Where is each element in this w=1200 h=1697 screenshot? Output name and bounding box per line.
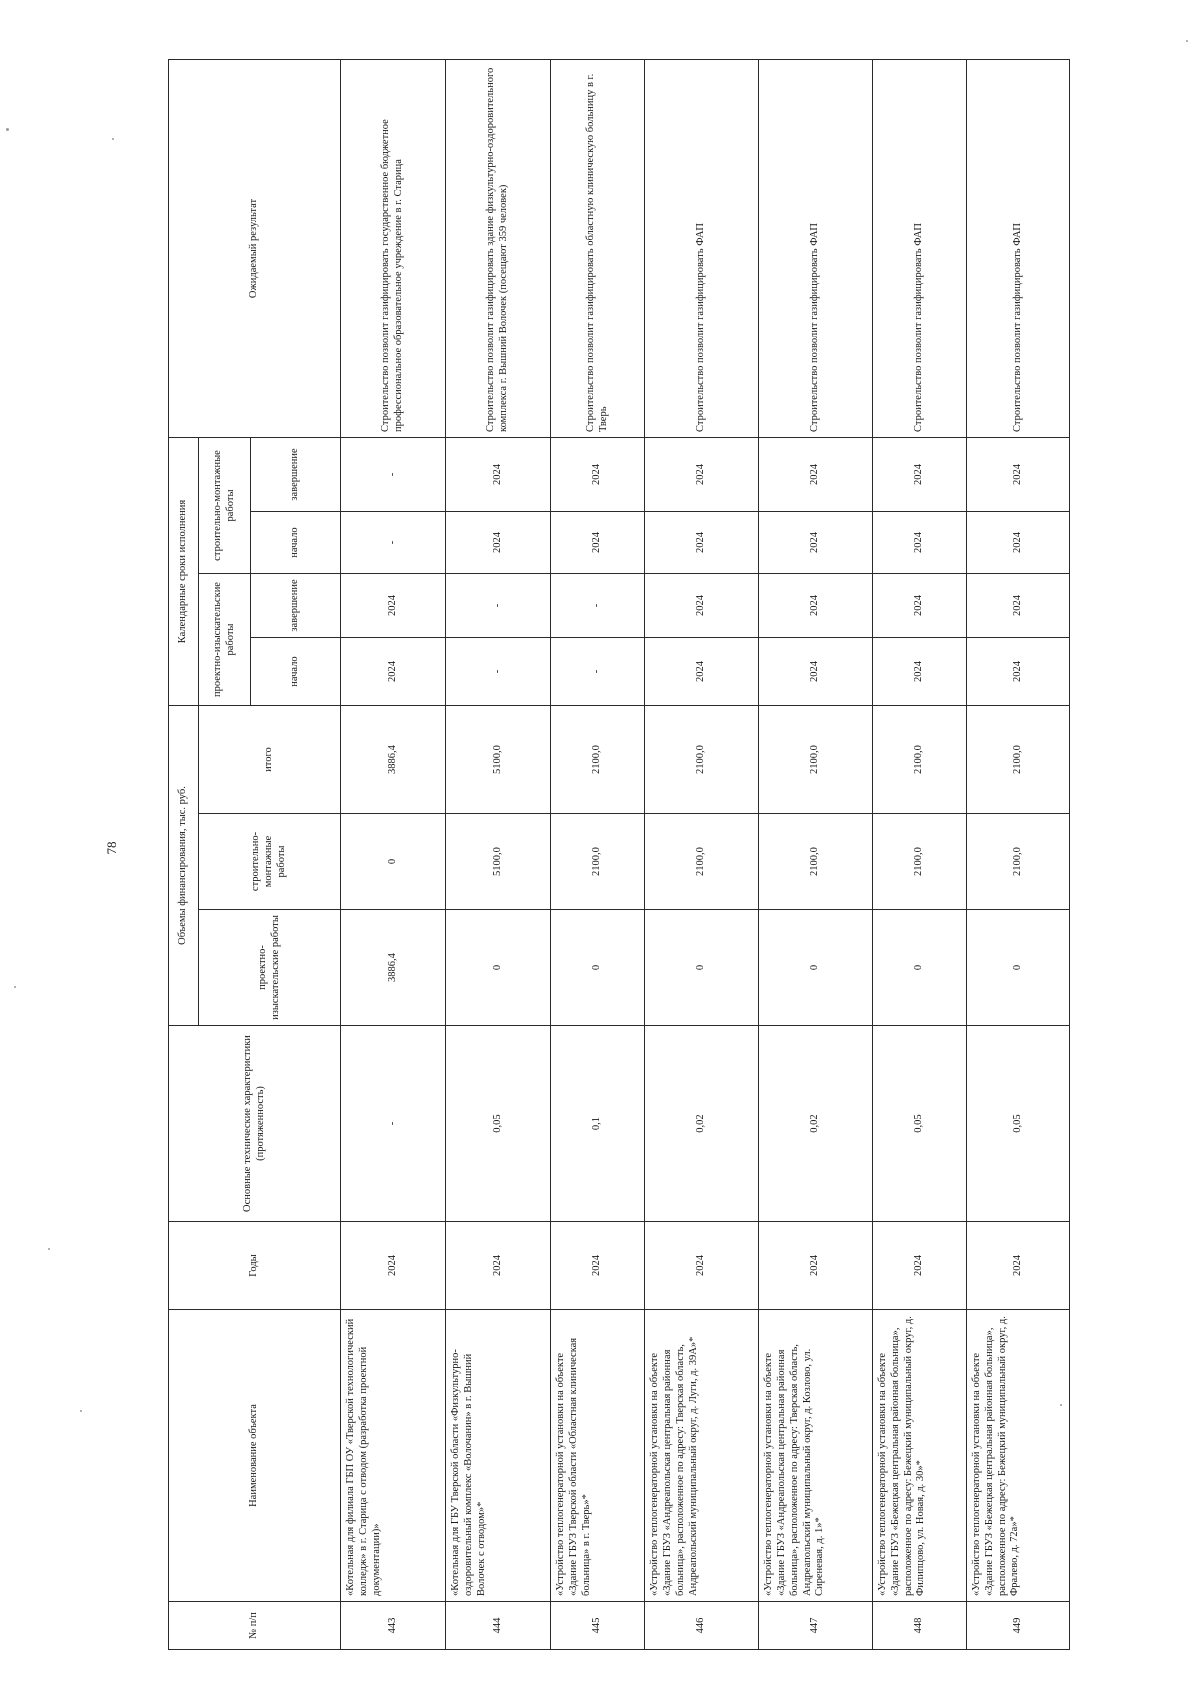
header-fin-design: проектно-изыскательские работы	[199, 910, 341, 1026]
row-fin-construction: 2100,0	[967, 814, 1070, 910]
row-constr-end: 2024	[759, 437, 873, 511]
row-design-start: 2024	[872, 638, 966, 706]
row-constr-end: 2024	[967, 437, 1070, 511]
header-fin-construction: строительно-монтажные работы	[199, 814, 341, 910]
header-constr-end: завершение	[251, 437, 341, 511]
header-calendar: Календарные сроки исполнения	[169, 437, 199, 705]
row-result: Строительство позволит газифицировать ФАП	[967, 59, 1070, 437]
objects-table	[168, 59, 1070, 1650]
row-fin-construction: 2100,0	[872, 814, 966, 910]
row-constr-start: 2024	[645, 512, 759, 574]
row-result: Строительство позволит газифицировать государственное бюджетное профессиональное образовательное учреждение в г. Старица	[341, 59, 446, 437]
row-design-end: 2024	[872, 574, 966, 638]
row-constr-end: 2024	[446, 437, 551, 511]
row-fin-total: 2100,0	[759, 706, 873, 814]
header-years: Годы	[169, 1222, 341, 1310]
row-years: 2024	[645, 1222, 759, 1310]
row-fin-total: 2100,0	[645, 706, 759, 814]
row-constr-start: 2024	[446, 512, 551, 574]
row-name: «Котельная для ГБУ Тверской области «Физкультурно-оздоровительный комплекс «Волочанин» в г. Вышний Волочек с отводом»*	[446, 1310, 551, 1602]
row-design-start: 2024	[341, 638, 446, 706]
row-years: 2024	[341, 1222, 446, 1310]
row-constr-end: 2024	[645, 437, 759, 511]
scan-speck	[1186, 40, 1188, 42]
row-years: 2024	[446, 1222, 551, 1310]
header-specs: Основные технические характеристики (протяженность)	[169, 1026, 341, 1222]
row-num: 446	[645, 1602, 759, 1650]
table-row	[967, 59, 1070, 1649]
row-num: 448	[872, 1602, 966, 1650]
row-design-end: 2024	[645, 574, 759, 638]
row-years: 2024	[872, 1222, 966, 1310]
row-years: 2024	[551, 1222, 645, 1310]
row-constr-end: -	[341, 437, 446, 511]
row-fin-design: 3886,4	[341, 910, 446, 1026]
row-name: «Устройство теплогенераторной установки на объекте «Здание ГБУЗ «Андреапольская центральная районная больница», расположенное по адресу: Тверская область, Андреапольский муниципальный округ, д. Козлово, ул. Сиреневая, д. 1»*	[759, 1310, 873, 1602]
scan-speck	[6, 128, 9, 131]
row-specs: 0,1	[551, 1026, 645, 1222]
row-design-start: 2024	[645, 638, 759, 706]
header-cal-design: проектно-изыскательские работы	[199, 574, 251, 706]
row-design-end: 2024	[967, 574, 1070, 638]
row-fin-design: 0	[759, 910, 873, 1026]
row-specs: -	[341, 1026, 446, 1222]
row-years: 2024	[759, 1222, 873, 1310]
row-fin-total: 2100,0	[551, 706, 645, 814]
table-row	[341, 59, 446, 1649]
row-design-start: -	[446, 638, 551, 706]
row-design-end: -	[551, 574, 645, 638]
row-result: Строительство позволит газифицировать областную клиническую больницу в г. Тверь	[551, 59, 645, 437]
header-name: Наименование объекта	[169, 1310, 341, 1602]
row-years: 2024	[967, 1222, 1070, 1310]
row-design-start: 2024	[759, 638, 873, 706]
row-num: 445	[551, 1602, 645, 1650]
row-fin-construction: 2100,0	[551, 814, 645, 910]
row-constr-start: 2024	[759, 512, 873, 574]
header-finance: Объемы финансирования, тыс. руб.	[169, 706, 199, 1026]
header-cal-construction: строительно-монтажные работы	[199, 437, 251, 573]
row-name: «Котельная для филиала ГБП ОУ «Тверской технологический колледж» в г. Старица с отводом (разработка проектной документации)»	[341, 1310, 446, 1602]
header-design-start: начало	[251, 638, 341, 706]
row-num: 449	[967, 1602, 1070, 1650]
row-fin-design: 0	[645, 910, 759, 1026]
row-name: «Устройство теплогенераторной установки на объекте «Здание ГБУЗ «Андреапольская центральная районная больница», расположенное по адресу: Тверская область, Андреапольский муниципальный округ, д. Луги, д. 39А»*	[645, 1310, 759, 1602]
row-constr-start: 2024	[551, 512, 645, 574]
table-row	[872, 59, 966, 1649]
row-fin-total: 3886,4	[341, 706, 446, 814]
scan-speck	[14, 986, 16, 988]
row-fin-construction: 2100,0	[645, 814, 759, 910]
row-name: «Устройство теплогенераторной установки на объекте «Здание ГБУЗ «Бежецкая центральная районная больница», расположенное по адресу: Бежецкий муниципальный округ, д. Филипцово, ул. Новая, д. 30»*	[872, 1310, 966, 1602]
scan-speck	[112, 138, 114, 140]
row-fin-construction: 0	[341, 814, 446, 910]
row-constr-end: 2024	[551, 437, 645, 511]
row-num: 444	[446, 1602, 551, 1650]
page-number: 78	[104, 841, 119, 855]
table-row	[551, 59, 645, 1649]
row-fin-construction: 5100,0	[446, 814, 551, 910]
row-fin-construction: 2100,0	[759, 814, 873, 910]
row-fin-total: 5100,0	[446, 706, 551, 814]
header-constr-start: начало	[251, 512, 341, 574]
scan-speck	[80, 1410, 82, 1412]
row-constr-start: -	[341, 512, 446, 574]
row-fin-total: 2100,0	[967, 706, 1070, 814]
row-specs: 0,05	[967, 1026, 1070, 1222]
row-name: «Устройство теплогенераторной установки на объекте «Здание ГБУЗ Тверской области «Областная клиническая больница» в г. Тверь»*	[551, 1310, 645, 1602]
table-row	[645, 59, 759, 1649]
row-fin-design: 0	[967, 910, 1070, 1026]
row-design-end: 2024	[759, 574, 873, 638]
row-result: Строительство позволит газифицировать ФАП	[759, 59, 873, 437]
row-name: «Устройство теплогенераторной установки на объекте «Здание ГБУЗ «Бежецкая центральная районная больница», расположенное по адресу: Бежецкий муниципальный округ, д. Фралево, д. 72а»*	[967, 1310, 1070, 1602]
rotated-table-wrapper	[168, 60, 1070, 1650]
table-row	[759, 59, 873, 1649]
row-constr-end: 2024	[872, 437, 966, 511]
row-design-start: 2024	[967, 638, 1070, 706]
row-specs: 0,05	[446, 1026, 551, 1222]
row-result: Строительство позволит газифицировать ФАП	[872, 59, 966, 437]
row-design-end: -	[446, 574, 551, 638]
row-fin-design: 0	[446, 910, 551, 1026]
row-design-end: 2024	[341, 574, 446, 638]
row-constr-start: 2024	[872, 512, 966, 574]
row-constr-start: 2024	[967, 512, 1070, 574]
row-result: Строительство позволит газифицировать ФАП	[645, 59, 759, 437]
row-result: Строительство позволит газифицировать здание физкультурно-оздоровительного комплекса г. Вышний Волочек (посещают 359 человек)	[446, 59, 551, 437]
row-fin-total: 2100,0	[872, 706, 966, 814]
header-fin-total: итого	[199, 706, 341, 814]
row-num: 447	[759, 1602, 873, 1650]
scan-speck	[48, 1248, 50, 1250]
row-design-start: -	[551, 638, 645, 706]
header-num: № п/п	[169, 1602, 341, 1650]
row-fin-design: 0	[872, 910, 966, 1026]
row-specs: 0,02	[645, 1026, 759, 1222]
row-specs: 0,05	[872, 1026, 966, 1222]
header-result: Ожидаемый результат	[169, 59, 341, 437]
table-row	[446, 59, 551, 1649]
header-design-end: завершение	[251, 574, 341, 638]
row-specs: 0,02	[759, 1026, 873, 1222]
row-num: 443	[341, 1602, 446, 1650]
row-fin-design: 0	[551, 910, 645, 1026]
